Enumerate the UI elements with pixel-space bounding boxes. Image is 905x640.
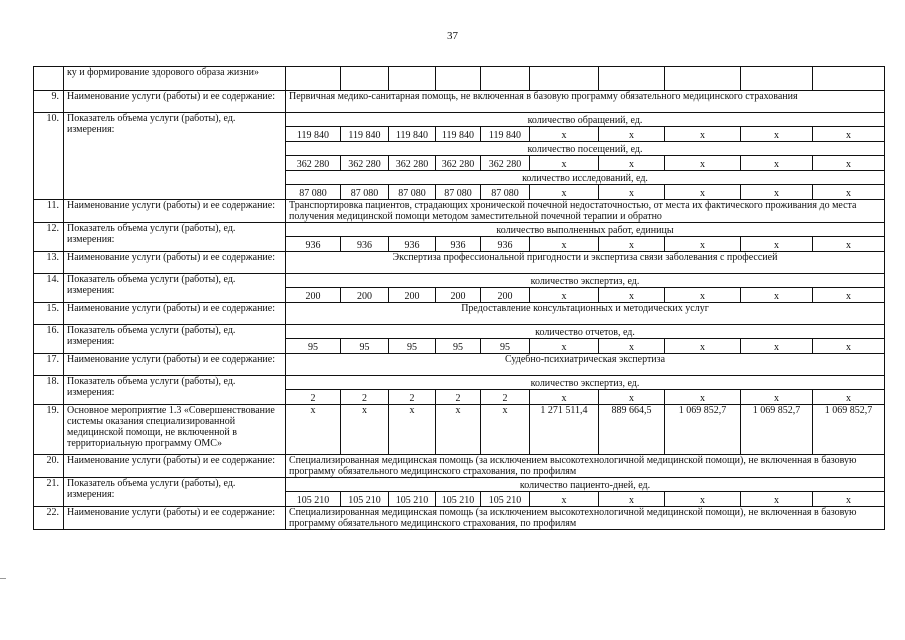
- value-cell: [286, 67, 341, 91]
- value-cell: 105 210: [341, 492, 389, 507]
- table-row: [34, 303, 885, 325]
- row-number: 21.: [34, 478, 64, 507]
- value-cell: 200: [389, 288, 436, 303]
- value-cell: 87 080: [389, 185, 436, 200]
- value-cell: 119 840: [389, 127, 436, 142]
- value-cell: [436, 67, 481, 91]
- value-cell: 105 210: [481, 492, 530, 507]
- value-cell: х: [599, 288, 665, 303]
- row-label: Наименование услуги (работы) и ее содержание:: [64, 252, 286, 274]
- row-number: 12.: [34, 223, 64, 252]
- value-cell: 105 210: [389, 492, 436, 507]
- service-description: Предоставление консультационных и методических услуг: [286, 303, 885, 325]
- value-cell: 936: [286, 237, 341, 252]
- indicator-header-row: [34, 325, 885, 339]
- value-cell: 2: [341, 390, 389, 405]
- value-cell: х: [665, 288, 741, 303]
- value-cell: х: [599, 492, 665, 507]
- row-label: Показатель объема услуги (работы), ед. измерения:: [64, 325, 286, 354]
- program-table: [33, 66, 885, 530]
- value-cell: 936: [389, 237, 436, 252]
- indicator-header-row: [34, 376, 885, 390]
- row-label: Основное мероприятие 1.3 «Совершенствование системы оказания специализированной медицинской помощи, не включенной в территориальную программу ОМС»: [64, 405, 286, 455]
- row-label: Показатель объема услуги (работы), ед. измерения:: [64, 223, 286, 252]
- value-cell: [599, 67, 665, 91]
- value-cell: 2: [436, 390, 481, 405]
- value-cell: х: [813, 127, 885, 142]
- value-cell: х: [741, 156, 813, 171]
- value-cell: 87 080: [436, 185, 481, 200]
- table-row: [34, 252, 885, 274]
- value-cell: 1 069 852,7: [741, 405, 813, 455]
- indicator-unit: количество исследований, ед.: [286, 171, 885, 185]
- indicator-header-row: [34, 223, 885, 237]
- value-cell: х: [530, 288, 599, 303]
- row-number: 17.: [34, 354, 64, 376]
- value-cell: х: [599, 237, 665, 252]
- row-number: 11.: [34, 200, 64, 223]
- value-cell: х: [741, 390, 813, 405]
- value-cell: 119 840: [341, 127, 389, 142]
- value-cell: х: [665, 390, 741, 405]
- value-cell: [481, 67, 530, 91]
- value-cell: х: [599, 390, 665, 405]
- row-number: 9.: [34, 91, 64, 113]
- row-label: Наименование услуги (работы) и ее содержание:: [64, 507, 286, 530]
- row-number: [34, 67, 64, 91]
- indicator-unit: количество пациенто-дней, ед.: [286, 478, 885, 492]
- value-cell: х: [599, 185, 665, 200]
- value-cell: х: [530, 185, 599, 200]
- service-description: Экспертиза профессиональной пригодности и экспертиза связи заболевания с профессией: [286, 252, 885, 274]
- value-cell: х: [813, 492, 885, 507]
- value-cell: х: [530, 127, 599, 142]
- row-number: 18.: [34, 376, 64, 405]
- value-cell: 362 280: [286, 156, 341, 171]
- value-cell: х: [741, 185, 813, 200]
- value-cell: 889 664,5: [599, 405, 665, 455]
- indicator-unit: количество выполненных работ, единицы: [286, 223, 885, 237]
- table-row: [34, 455, 885, 478]
- value-cell: х: [813, 390, 885, 405]
- row-number: 10.: [34, 113, 64, 200]
- value-cell: 936: [341, 237, 389, 252]
- row-label: Показатель объема услуги (работы), ед. измерения:: [64, 376, 286, 405]
- value-cell: х: [530, 492, 599, 507]
- table-row: [34, 507, 885, 530]
- row-number: 22.: [34, 507, 64, 530]
- row-label: Наименование услуги (работы) и ее содержание:: [64, 303, 286, 325]
- indicator-unit: количество отчетов, ед.: [286, 325, 885, 339]
- value-cell: х: [813, 339, 885, 354]
- value-cell: х: [741, 127, 813, 142]
- value-cell: 2: [389, 390, 436, 405]
- value-cell: [665, 67, 741, 91]
- value-cell: 1 271 511,4: [530, 405, 599, 455]
- service-description: Транспортировка пациентов, страдающих хронической почечной недостаточностью, от места их фактического проживания до места получения медицинской помощи методом заместительной почечной терапии и обратно: [286, 200, 885, 223]
- value-cell: х: [599, 127, 665, 142]
- value-cell: 2: [481, 390, 530, 405]
- value-cell: 87 080: [286, 185, 341, 200]
- value-cell: х: [741, 339, 813, 354]
- value-cell: х: [665, 237, 741, 252]
- value-cell: [341, 67, 389, 91]
- value-cell: х: [813, 156, 885, 171]
- table-row: [34, 200, 885, 223]
- value-cell: 119 840: [481, 127, 530, 142]
- value-cell: 362 280: [481, 156, 530, 171]
- row-number: 13.: [34, 252, 64, 274]
- value-cell: 1 069 852,7: [665, 405, 741, 455]
- value-cell: х: [599, 339, 665, 354]
- row-label: ку и формирование здорового образа жизни»: [64, 67, 286, 91]
- value-cell: х: [286, 405, 341, 455]
- row-label: Наименование услуги (работы) и ее содержание:: [64, 455, 286, 478]
- row-label: Показатель объема услуги (работы), ед. измерения:: [64, 478, 286, 507]
- value-cell: [389, 67, 436, 91]
- value-cell: 1 069 852,7: [813, 405, 885, 455]
- value-cell: х: [813, 288, 885, 303]
- value-cell: х: [741, 492, 813, 507]
- service-description: Судебно-психиатрическая экспертиза: [286, 354, 885, 376]
- indicator-unit: количество посещений, ед.: [286, 142, 885, 156]
- value-cell: х: [599, 156, 665, 171]
- value-cell: [530, 67, 599, 91]
- value-cell: 936: [481, 237, 530, 252]
- page-number: 37: [447, 30, 458, 42]
- value-cell: 119 840: [286, 127, 341, 142]
- value-cell: 362 280: [436, 156, 481, 171]
- margin-mark: [0, 578, 6, 579]
- indicator-unit: количество обращений, ед.: [286, 113, 885, 127]
- value-cell: х: [341, 405, 389, 455]
- row-label: Показатель объема услуги (работы), ед. измерения:: [64, 113, 286, 200]
- table-row: [34, 405, 885, 455]
- value-cell: х: [665, 156, 741, 171]
- value-cell: 936: [436, 237, 481, 252]
- value-cell: 362 280: [341, 156, 389, 171]
- indicator-header-row: [34, 274, 885, 288]
- row-number: 14.: [34, 274, 64, 303]
- value-cell: 119 840: [436, 127, 481, 142]
- value-cell: х: [665, 339, 741, 354]
- table-row: [34, 354, 885, 376]
- value-cell: 200: [286, 288, 341, 303]
- value-cell: 87 080: [481, 185, 530, 200]
- value-cell: х: [481, 405, 530, 455]
- row-number: 15.: [34, 303, 64, 325]
- value-cell: х: [665, 127, 741, 142]
- row-label: Показатель объема услуги (работы), ед. измерения:: [64, 274, 286, 303]
- table-row: [34, 91, 885, 113]
- value-cell: 362 280: [389, 156, 436, 171]
- value-cell: 95: [481, 339, 530, 354]
- indicator-header-row: [34, 113, 885, 127]
- value-cell: 95: [341, 339, 389, 354]
- value-cell: 95: [436, 339, 481, 354]
- value-cell: 2: [286, 390, 341, 405]
- value-cell: х: [530, 390, 599, 405]
- value-cell: 87 080: [341, 185, 389, 200]
- value-cell: [741, 67, 813, 91]
- value-cell: 105 210: [436, 492, 481, 507]
- value-cell: 200: [436, 288, 481, 303]
- row-label: Наименование услуги (работы) и ее содержание:: [64, 354, 286, 376]
- row-number: 20.: [34, 455, 64, 478]
- value-cell: х: [813, 185, 885, 200]
- indicator-unit: количество экспертиз, ед.: [286, 376, 885, 390]
- service-description: Специализированная медицинская помощь (за исключением высокотехнологичной медицинской помощи), не включенная в базовую программу обязательного медицинского страхования, по профилям: [286, 455, 885, 478]
- service-description: Первичная медико-санитарная помощь, не включенная в базовую программу обязательного медицинского страхования: [286, 91, 885, 113]
- indicator-header-row: [34, 478, 885, 492]
- value-cell: х: [530, 237, 599, 252]
- row-number: 16.: [34, 325, 64, 354]
- value-cell: х: [813, 237, 885, 252]
- value-cell: 200: [481, 288, 530, 303]
- table-row: [34, 67, 885, 91]
- value-cell: 95: [286, 339, 341, 354]
- row-label: Наименование услуги (работы) и ее содержание:: [64, 91, 286, 113]
- value-cell: х: [665, 492, 741, 507]
- value-cell: х: [530, 339, 599, 354]
- value-cell: 95: [389, 339, 436, 354]
- value-cell: х: [530, 156, 599, 171]
- value-cell: [813, 67, 885, 91]
- value-cell: х: [436, 405, 481, 455]
- row-number: 19.: [34, 405, 64, 455]
- service-description: Специализированная медицинская помощь (за исключением высокотехнологичной медицинской помощи), не включенная в базовую программу обязательного медицинского страхования, по профилям: [286, 507, 885, 530]
- value-cell: х: [741, 237, 813, 252]
- value-cell: 200: [341, 288, 389, 303]
- indicator-unit: количество экспертиз, ед.: [286, 274, 885, 288]
- value-cell: х: [389, 405, 436, 455]
- value-cell: х: [741, 288, 813, 303]
- row-label: Наименование услуги (работы) и ее содержание:: [64, 200, 286, 223]
- value-cell: 105 210: [286, 492, 341, 507]
- value-cell: х: [665, 185, 741, 200]
